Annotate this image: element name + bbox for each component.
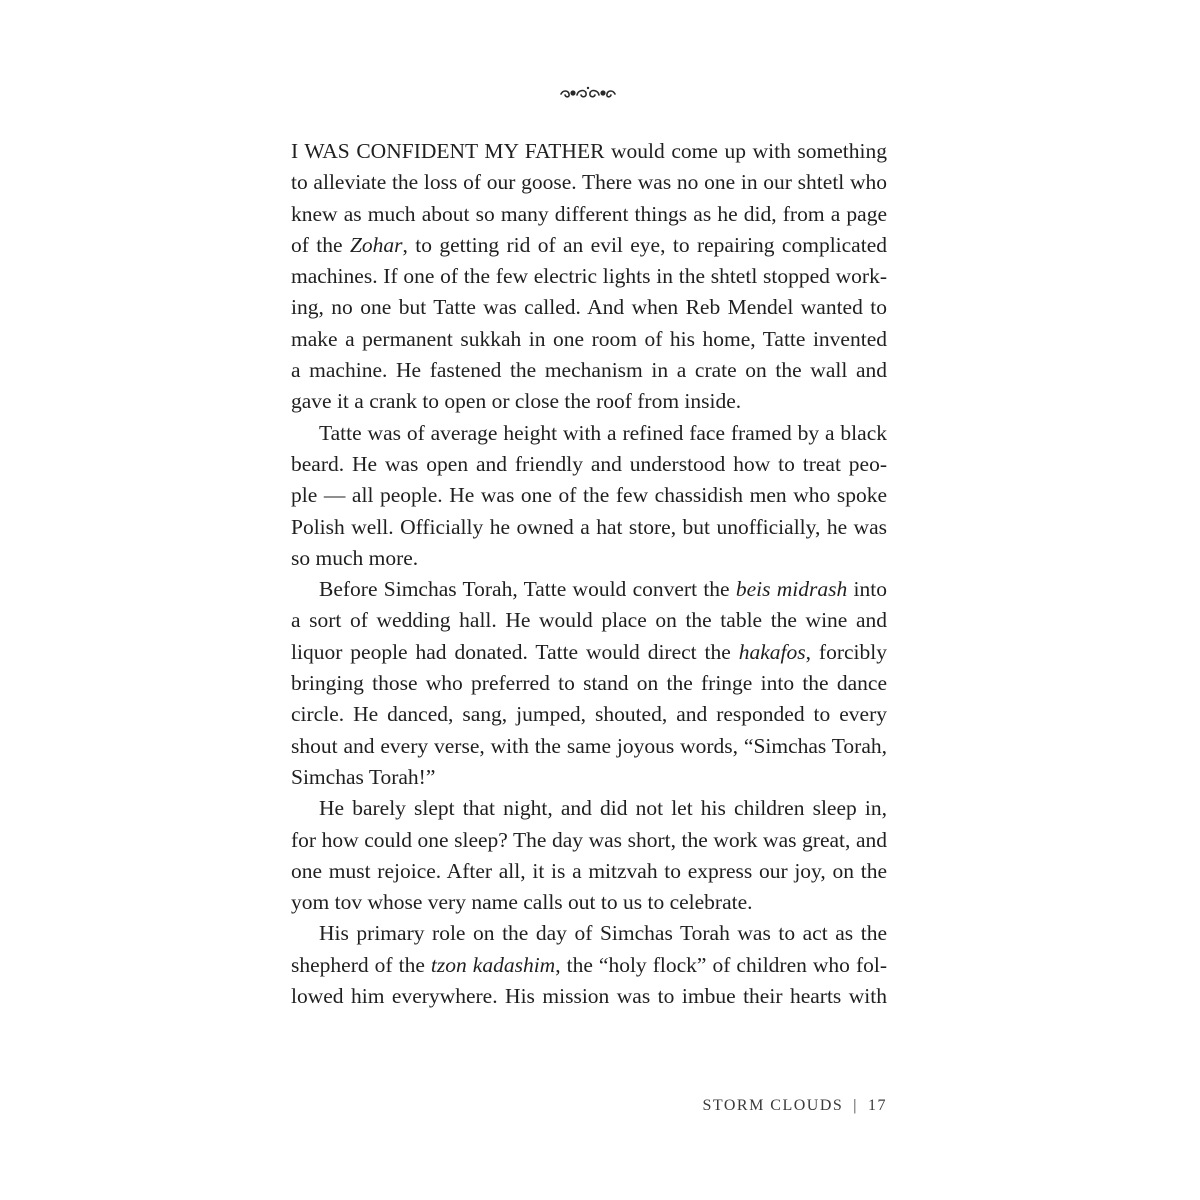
text-run: bringing those who preferred to stand on the fringe into the dance bbox=[291, 671, 887, 696]
text-line bbox=[291, 261, 887, 292]
text-line bbox=[291, 355, 887, 386]
text-run: I WAS CONFIDENT MY FATHER bbox=[291, 139, 605, 163]
text-run: circle. He danced, sang, jumped, shouted, and responded to every bbox=[291, 702, 887, 727]
text-run: ple — all people. He was one of the few chassidish men who spoke bbox=[291, 483, 887, 508]
text-run: , forcibly bbox=[805, 639, 887, 664]
text-run: machines. If one of the few electric lights in the shtetl stopped work- bbox=[291, 264, 887, 289]
text-line bbox=[291, 230, 887, 261]
text-line bbox=[291, 167, 887, 198]
text-run: to alleviate the loss of our goose. There was no one in our shtetl who bbox=[291, 170, 887, 195]
text-line bbox=[291, 574, 887, 605]
text-run: Polish well. Officially he owned a hat store, but unofficially, he was bbox=[291, 514, 887, 539]
text-line bbox=[291, 136, 887, 167]
text-run: Tatte was of average height with a refined face framed by a black bbox=[319, 420, 887, 445]
page-number: 17 bbox=[868, 1097, 887, 1114]
text-line bbox=[291, 605, 887, 636]
text-run: His primary role on the day of Simchas Torah was to act as the bbox=[319, 921, 887, 946]
text-line bbox=[291, 699, 887, 730]
fleuron-ornament-icon bbox=[559, 84, 617, 102]
text-line bbox=[291, 918, 887, 949]
running-footer bbox=[600, 1097, 887, 1115]
text-run: liquor people had donated. Tatte would direct the bbox=[291, 639, 739, 664]
text-run: make a permanent sukkah in one room of his home, Tatte invented bbox=[291, 326, 887, 351]
text-line bbox=[291, 856, 887, 887]
text-line bbox=[291, 199, 887, 230]
text-run: Before Simchas Torah, Tatte would convert the bbox=[319, 577, 736, 602]
text-run: a machine. He fastened the mechanism in a crate on the wall and bbox=[291, 358, 887, 383]
italic-term: beis midrash bbox=[735, 577, 848, 602]
text-line bbox=[291, 292, 887, 323]
text-line bbox=[291, 418, 887, 449]
text-run: shepherd of the bbox=[291, 952, 431, 977]
text-run: , to getting rid of an evil eye, to repairing complicated bbox=[402, 232, 887, 257]
text-run: a sort of wedding hall. He would place on the table the wine and bbox=[291, 608, 887, 633]
text-line bbox=[291, 825, 887, 856]
text-line bbox=[291, 324, 887, 355]
text-line bbox=[291, 981, 887, 1012]
footer-separator: | bbox=[853, 1097, 858, 1114]
chapter-title: STORM CLOUDS bbox=[702, 1097, 844, 1114]
text-run: Simchas Torah!” bbox=[291, 764, 436, 789]
text-line bbox=[291, 762, 887, 793]
text-run: shout and every verse, with the same joyous words, “Simchas Torah, bbox=[291, 733, 887, 758]
text-run: , the “holy flock” of children who fol- bbox=[555, 952, 888, 977]
text-run: gave it a crank to open or close the roof from inside. bbox=[291, 389, 742, 414]
text-run: lowed him everywhere. His mission was to imbue their hearts with bbox=[291, 984, 887, 1009]
text-run: one must rejoice. After all, it is a mitzvah to express our joy, on the bbox=[291, 858, 887, 883]
italic-term: hakafos bbox=[738, 639, 806, 664]
text-run: ing, no one but Tatte was called. And when Reb Mendel wanted to bbox=[291, 295, 887, 320]
text-line bbox=[291, 731, 887, 762]
text-run: so much more. bbox=[291, 545, 419, 570]
text-run: yom tov whose very name calls out to us to celebrate. bbox=[291, 890, 753, 915]
text-run: He barely slept that night, and did not let his children sleep in, bbox=[319, 796, 887, 821]
text-run: of the bbox=[291, 232, 350, 257]
text-line bbox=[291, 386, 887, 417]
text-line bbox=[291, 543, 887, 574]
text-line bbox=[291, 449, 887, 480]
text-run: for how could one sleep? The day was short, the work was great, and bbox=[291, 827, 887, 852]
text-run: would come up with something bbox=[604, 139, 887, 163]
text-run: beard. He was open and friendly and understood how to treat peo- bbox=[291, 451, 887, 476]
text-line bbox=[291, 512, 887, 543]
text-line bbox=[291, 887, 887, 918]
text-line bbox=[291, 950, 887, 981]
text-line bbox=[291, 637, 887, 668]
text-run: into bbox=[847, 577, 888, 602]
text-line bbox=[291, 480, 887, 511]
body-text bbox=[291, 136, 887, 1012]
text-run: knew as much about so many different things as he did, from a page bbox=[291, 201, 887, 226]
italic-term: tzon kadashim bbox=[430, 952, 556, 977]
italic-term: Zohar bbox=[349, 232, 403, 257]
text-line bbox=[291, 668, 887, 699]
text-line bbox=[291, 793, 887, 824]
